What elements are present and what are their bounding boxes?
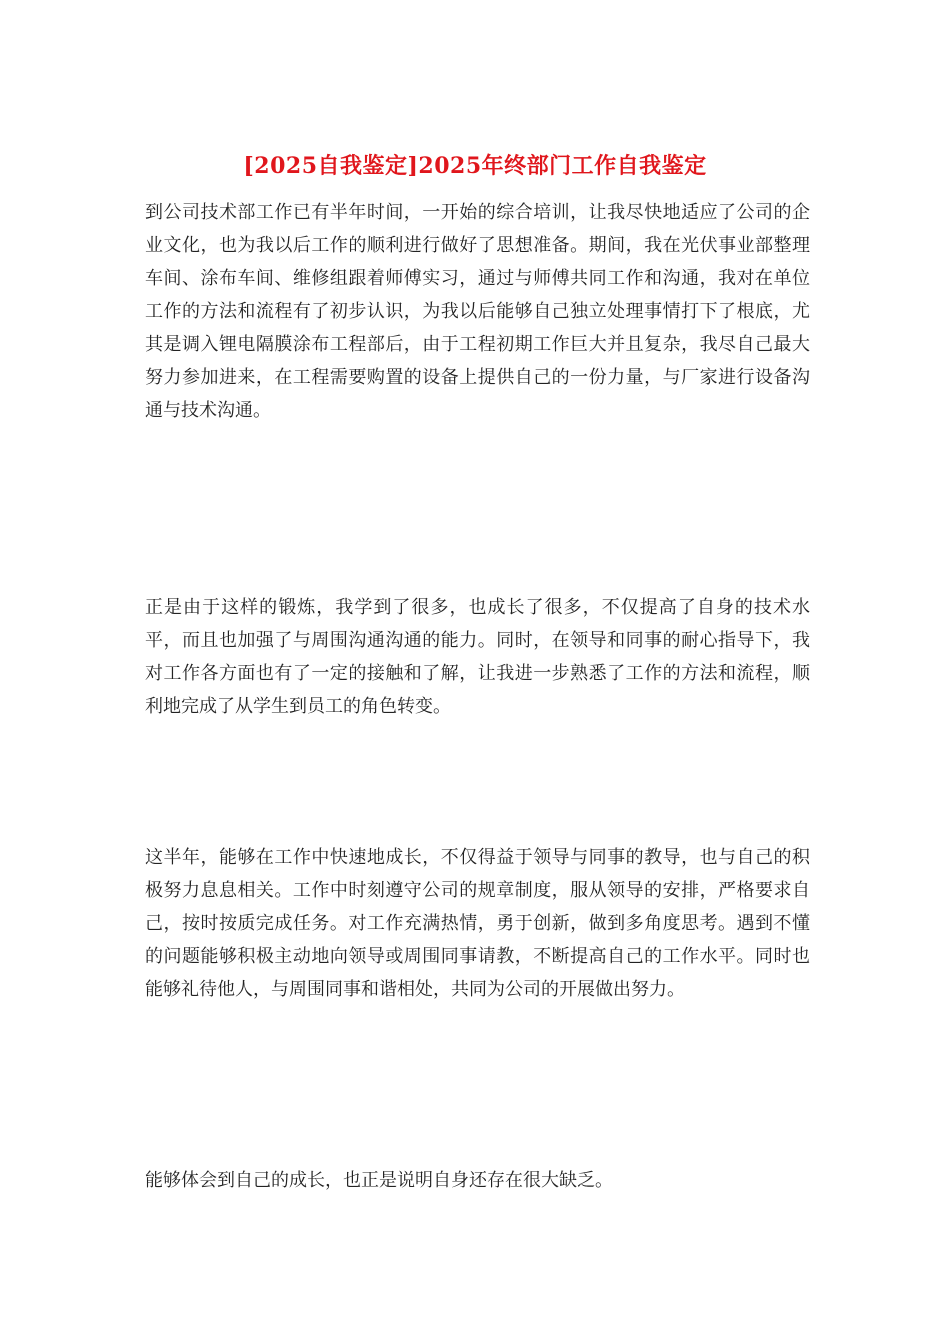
paragraph-2: 正是由于这样的锻炼，我学到了很多，也成长了很多，不仅提高了自身的技术水平，而且也加强了与周围沟通沟通的能力。同时，在领导和同事的耐心指导下，我对工作各方面也有了一定的接触和了解，让我进一步熟悉了工作的方法和流程，顺利地完成了从学生到员工的角色转变。 [145,597,810,717]
document-title: [2025自我鉴定]2025年终部门工作自我鉴定 [243,153,707,179]
paragraph-4: 能够体会到自己的成长，也正是说明自身还存在很大缺乏。 [145,1170,613,1191]
paragraph-1: 到公司技术部工作已有半年时间，一开始的综合培训，让我尽快地适应了公司的企业文化，也为我以后工作的顺利进行做好了思想准备。期间，我在光伏事业部整理车间、涂布车间、维修组跟着师傅实习，通过与师傅共同工作和沟通，我对在单位工作的方法和流程有了初步认识，为我以后能够自己独立处理事情打下了根底，尤其是调入锂电隔膜涂布工程部后，由于工程初期工作巨大并且复杂，我尽自己最大努力参加进来，在工程需要购置的设备上提供自己的一份力量，与厂家进行设备沟通与技术沟通。 [145,202,810,421]
paragraph-3: 这半年，能够在工作中快速地成长，不仅得益于领导与同事的教导，也与自己的积极努力息息相关。工作中时刻遵守公司的规章制度，服从领导的安排，严格要求自己，按时按质完成任务。对工作充满热情，勇于创新，做到多角度思考。遇到不懂的问题能够积极主动地向领导或周围同事请教，不断提高自己的工作水平。同时也能够礼待他人，与周围同事和谐相处，共同为公司的开展做出努力。 [145,847,810,1000]
